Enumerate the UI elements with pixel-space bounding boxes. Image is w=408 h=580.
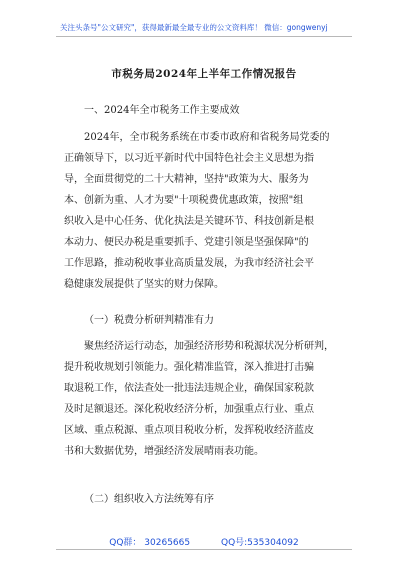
footer-divider bbox=[56, 549, 352, 550]
paragraph-line: 取退税工作，依法查处一批违法违规企业，确保国家税款 bbox=[64, 383, 314, 394]
paragraph-line: 本、创新为重、人才为要"十项税费优惠政策，按照"组 bbox=[64, 195, 304, 206]
page-header-text: 关注头条号"公文研究"，获得最新最全最专业的公文资料库！ 微信：gongwenyj bbox=[60, 23, 328, 32]
paragraph-line: 工作思路，推动税收事业高质量发展，为我市经济社会平 bbox=[64, 258, 314, 269]
section-heading-1: 一、2024年全市税务工作主要成效 bbox=[84, 105, 240, 116]
paragraph-line: 导，全面贯彻党的二十大精神，坚持"政策为大、服务为 bbox=[64, 174, 309, 185]
paragraph-line: 聚焦经济运行动态，加强经济形势和税源状况分析研判， bbox=[84, 341, 334, 352]
subsection-heading-2: （二）组织收入方法统筹有序 bbox=[84, 494, 214, 505]
footer-qq-group: QQ群： 30265665 bbox=[109, 538, 191, 548]
paragraph-line: 稳健康发展提供了坚实的财力保障。 bbox=[64, 279, 224, 290]
paragraph-2 bbox=[64, 336, 356, 462]
subsection-heading-1: （一）税费分析研判精准有力 bbox=[84, 315, 214, 326]
header-divider bbox=[56, 36, 352, 37]
footer-qq-number: QQ号:535304092 bbox=[220, 538, 299, 548]
paragraph-1 bbox=[64, 127, 356, 295]
page-footer bbox=[0, 535, 408, 548]
paragraph-line: 正确领导下，以习近平新时代中国特色社会主义思想为指 bbox=[64, 153, 314, 164]
paragraph-line: 织收入是中心任务、优化执法是关键环节、科技创新是根 bbox=[64, 216, 314, 227]
paragraph-line: 区域、重点税源、重点项目税收分析，发挥税收经济蓝皮 bbox=[64, 425, 314, 436]
paragraph-line: 2024年，全市税务系统在市委市政府和省税务局党委的 bbox=[84, 132, 330, 143]
paragraph-line: 提升税收规划引领能力。强化精准监管，深入推进打击骗 bbox=[64, 362, 314, 373]
paragraph-line: 及时足额退还。深化税收经济分析，加强重点行业、重点 bbox=[64, 404, 314, 415]
paragraph-line: 书和大数据优势，增强经济发展晴雨表功能。 bbox=[64, 446, 264, 457]
document-title: 市税务局2024年上半年工作情况报告 bbox=[111, 68, 297, 80]
paragraph-line: 本动力、便民办税是重要抓手、党建引领是坚强保障"的 bbox=[64, 237, 309, 248]
